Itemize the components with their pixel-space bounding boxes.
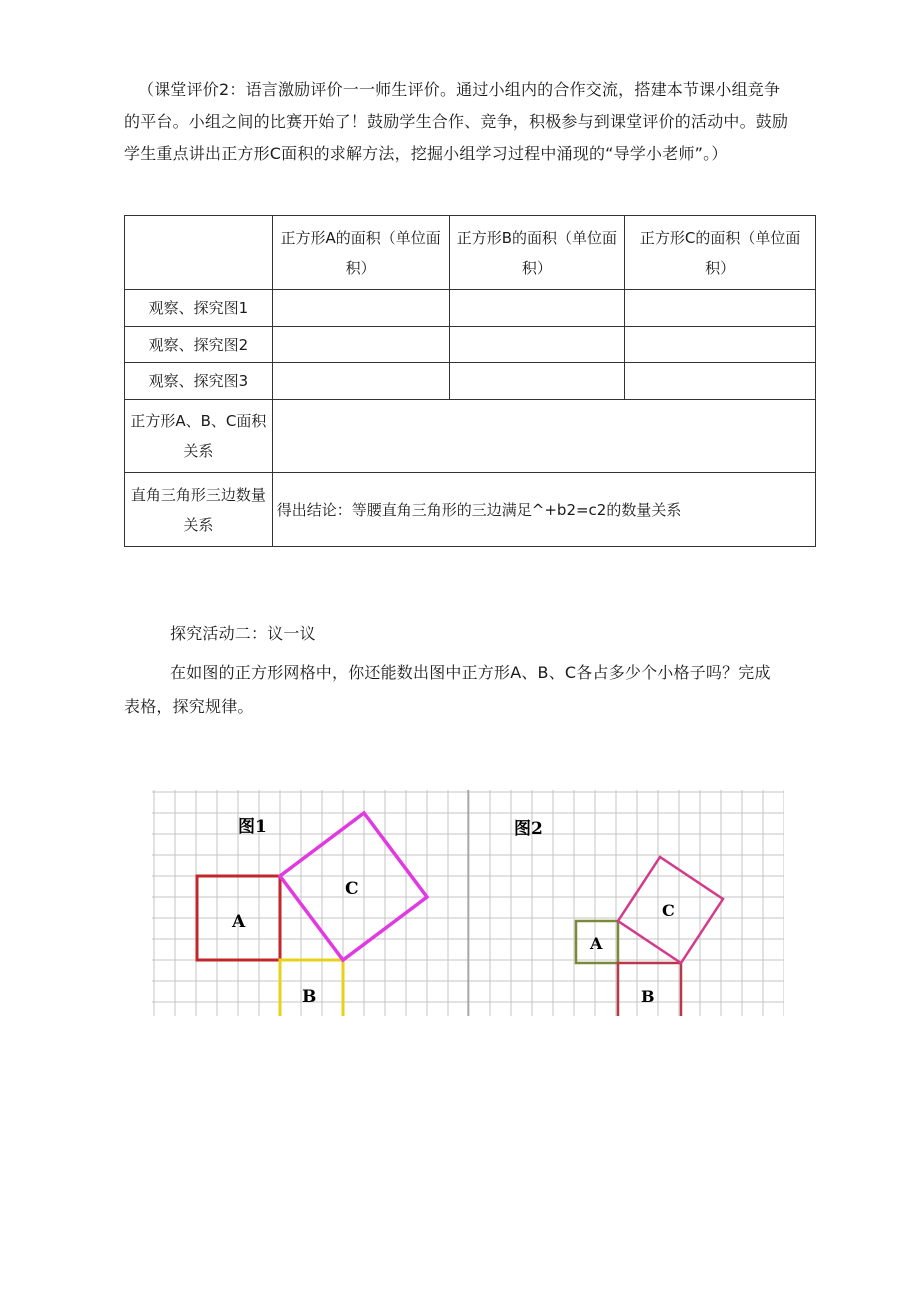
table-cell[interactable]	[625, 363, 816, 400]
activity-title: 探究活动二：议一议	[170, 624, 316, 643]
table-cell[interactable]	[449, 327, 625, 363]
activity-line: 表格，探究规律。	[124, 697, 254, 716]
table-header-cell: 正方形B的面积（单位面积）	[449, 216, 625, 290]
table-cell[interactable]	[272, 290, 449, 327]
table-row	[125, 473, 816, 547]
table-header-row	[125, 216, 816, 290]
table-cell[interactable]	[625, 327, 816, 363]
table-header-cell: 正方形A的面积（单位面积）	[272, 216, 449, 290]
fig2-label-a: A	[590, 934, 603, 953]
table-row	[125, 327, 816, 363]
row-label: 观察、探究图1	[125, 290, 273, 327]
activity-paragraph	[124, 656, 814, 724]
fig2-label-b: B	[641, 987, 655, 1006]
fig1-label-b: B	[302, 987, 317, 1007]
fig2-label-c: C	[662, 901, 675, 920]
table-header-cell	[125, 216, 273, 290]
table-cell[interactable]	[449, 363, 625, 400]
row-label: 观察、探究图2	[125, 327, 273, 363]
table-header-cell: 正方形C的面积（单位面积）	[625, 216, 816, 290]
table-cell[interactable]	[625, 290, 816, 327]
row-label: 观察、探究图3	[125, 363, 273, 400]
evaluation-table	[124, 215, 816, 547]
table-row	[125, 363, 816, 400]
intro-paragraph	[124, 74, 814, 170]
table-cell[interactable]	[272, 363, 449, 400]
fig1-label-c: C	[345, 879, 359, 899]
fig2-label: 图2	[514, 819, 543, 839]
row-label: 正方形A、B、C面积关系	[125, 400, 273, 473]
activity-line: 在如图的正方形网格中，你还能数出图中正方形A、B、C各占多少个小格子吗？完成	[170, 663, 771, 682]
table-cell[interactable]	[449, 290, 625, 327]
row-label: 直角三角形三边数量关系	[125, 473, 273, 547]
table-cell[interactable]	[272, 327, 449, 363]
intro-line: 的平台。小组之间的比赛开始了！鼓励学生合作、竞争，积极参与到课堂评价的活动中。鼓励	[124, 112, 789, 131]
intro-line: （课堂评价2：语言激励评价一一师生评价。通过小组内的合作交流，搭建本节课小组竞争	[138, 80, 781, 99]
grid-figure	[152, 790, 784, 1016]
conclusion-cell: 得出结论：等腰直角三角形的三边满足^+b2=c2的数量关系	[272, 473, 815, 547]
table-row	[125, 290, 816, 327]
grid-figure-svg	[152, 790, 784, 1016]
fig1-label: 图1	[238, 817, 267, 837]
relation-cell[interactable]	[272, 400, 815, 473]
intro-line: 学生重点讲出正方形C面积的求解方法，挖掘小组学习过程中涌现的“导学小老师”。）	[124, 144, 728, 163]
fig1-label-a: A	[232, 912, 246, 932]
table-row	[125, 400, 816, 473]
